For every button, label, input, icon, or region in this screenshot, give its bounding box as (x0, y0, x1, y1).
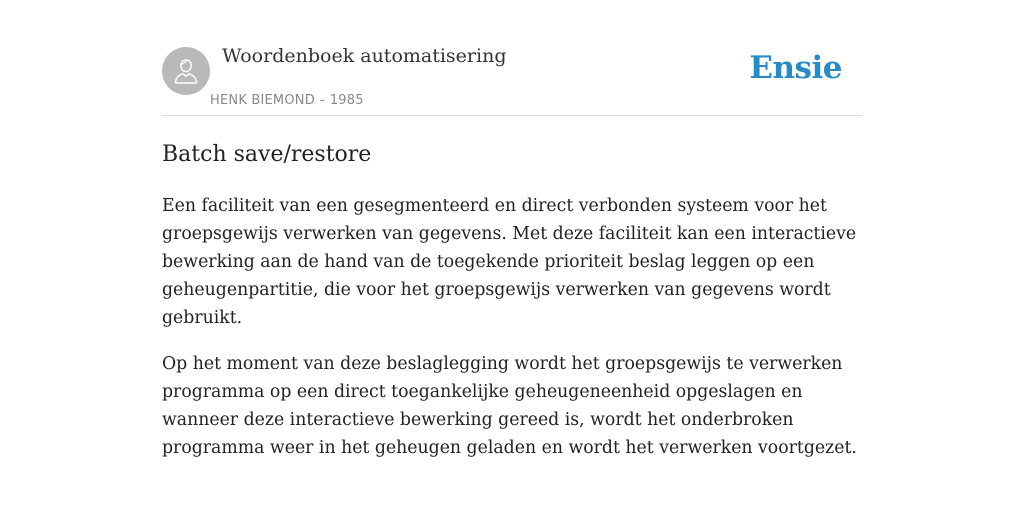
ensie-logo[interactable]: Ensie (749, 50, 842, 86)
user-silhouette-icon (173, 57, 199, 85)
article-page (162, 0, 862, 512)
entry-paragraph-2: Op het moment van deze beslaglegging wordt het groepsgewijs te verwerken programma op een direct toegankelijke geheugeneenheid opgeslagen en wanneer deze interactieve bewerking gereed is, wordt het onderbroken programma weer in het geheugen geladen en wordt het verwerken voortgezet. (162, 354, 857, 458)
author-name[interactable]: HENK BIEMOND (210, 93, 315, 108)
article-header (162, 0, 862, 116)
book-meta (210, 93, 364, 108)
book-title[interactable]: Woordenboek automatisering (222, 45, 507, 67)
entry-term: Batch save/restore (162, 142, 372, 167)
entry-paragraph-1: Een faciliteit van een gesegmenteerd en direct verbonden systeem voor het groepsgewijs verwerken van gegevens. Met deze faciliteit kan een interactieve bewerking aan de hand van de toegekende prioriteit beslag leggen op een geheugenpartitie, die voor het groepsgewijs verwerken van gegevens wordt gebruikt. (162, 196, 857, 328)
author-avatar[interactable] (162, 47, 210, 95)
entry-content (162, 138, 882, 462)
publication-year: 1985 (329, 93, 364, 108)
meta-separator: - (319, 93, 325, 108)
